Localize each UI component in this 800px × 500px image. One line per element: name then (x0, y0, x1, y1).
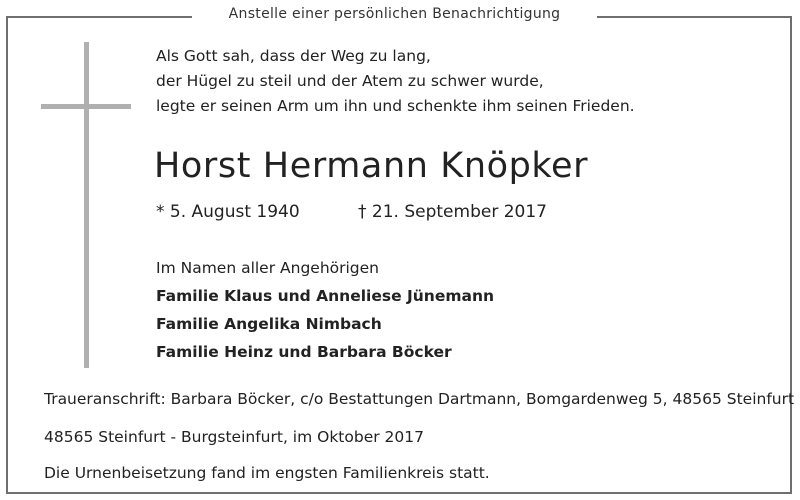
verse-line: Als Gott sah, dass der Weg zu lang, (156, 47, 431, 65)
notice-header: Anstelle einer persönlichen Benachrichtigung (228, 6, 561, 22)
verse (156, 44, 635, 119)
verse-line: legte er seinen Arm um ihn und schenkte ihm seinen Frieden. (156, 97, 635, 115)
death-date: † 21. September 2017 (358, 202, 547, 222)
frame-top-line-right (597, 16, 792, 18)
verse-line: der Hügel zu steil und der Atem zu schwer wurde, (156, 72, 544, 90)
family-name: Familie Heinz und Barbara Böcker (156, 343, 452, 361)
deceased-name: Horst Hermann Knöpker (154, 146, 589, 186)
place-date: 48565 Steinfurt - Burgsteinfurt, im Oktober 2017 (44, 428, 424, 446)
cross-icon-horizontal (41, 104, 131, 109)
cross-icon-vertical (84, 42, 89, 368)
mourners (156, 254, 494, 366)
frame-top-line-left (6, 16, 192, 18)
birth-date: * 5. August 1940 (156, 202, 300, 222)
family-name: Familie Klaus und Anneliese Jünemann (156, 287, 495, 305)
burial-note: Die Urnenbeisetzung fand im engsten Familienkreis statt. (44, 464, 490, 482)
mourning-address: Traueranschrift: Barbara Böcker, c/o Bestattungen Dartmann, Bomgardenweg 5, 48565 Steinfurt (44, 390, 795, 408)
family-name: Familie Angelika Nimbach (156, 315, 382, 333)
mourners-intro: Im Namen aller Angehörigen (156, 259, 380, 277)
